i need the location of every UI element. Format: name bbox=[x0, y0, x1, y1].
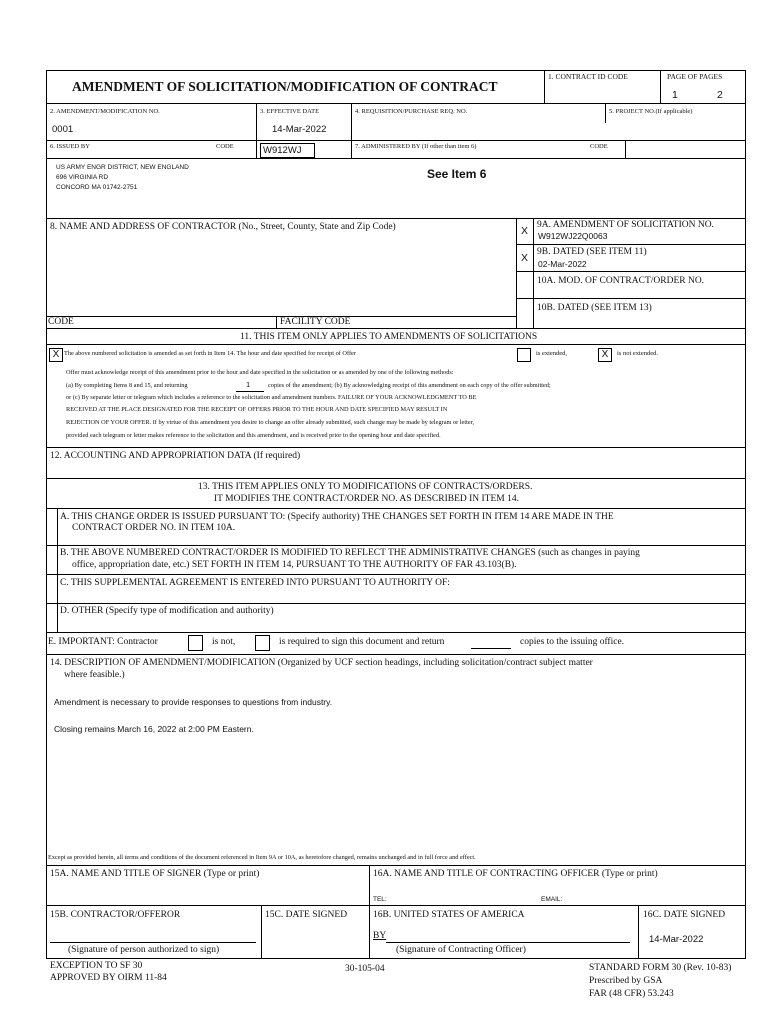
contractor-is-not-checkbox[interactable] bbox=[188, 635, 203, 651]
exception-note: EXCEPTION TO SF 30 bbox=[50, 961, 143, 971]
amendment-no-label: 2. AMENDMENT/MODIFICATION NO. bbox=[50, 108, 160, 115]
item-13-title-line1: 13. THIS ITEM APPLIES ONLY TO MODIFICATIONS OF CONTRACTS/ORDERS. bbox=[198, 482, 533, 492]
project-no-label: 5. PROJECT NO.(If applicable) bbox=[609, 108, 693, 115]
item-14-footer-note: Except as provided herein, all terms and conditions of the document referenced in Item 9A or 10A, as heretofore changed, remains unchanged and in full force and effect. bbox=[48, 854, 476, 861]
is-required-label: is required to sign this document and return bbox=[279, 637, 445, 647]
amended-text: The above numbered solicitation is amended as set forth in Item 14. The hour and date specified for receipt of Offer bbox=[64, 350, 356, 357]
item-13a-line1: A. THIS CHANGE ORDER IS ISSUED PURSUANT TO: (Specify authority) THE CHANGES SET FORTH IN ITEM 14 ARE MADE IN THE bbox=[60, 512, 614, 522]
officer-signature-line[interactable] bbox=[386, 942, 630, 943]
administered-by-label: 7. ADMINISTERED BY (If other than item 6) bbox=[355, 143, 477, 150]
item-14-label-line1: 14. DESCRIPTION OF AMENDMENT/MODIFICATION (Organized by UCF section headings, including solicitation/contract subject matter bbox=[50, 658, 593, 668]
copies-count[interactable]: 1 bbox=[246, 380, 251, 389]
item-10a-label: 10A. MOD. OF CONTRACT/ORDER NO. bbox=[537, 276, 705, 286]
item-16a-label: 16A. NAME AND TITLE OF CONTRACTING OFFICER (Type or print) bbox=[373, 869, 658, 879]
item-14-body-line1: Amendment is necessary to provide responses to questions from industry. bbox=[54, 697, 333, 707]
item-9b-label: 9B. DATED (SEE ITEM 11) bbox=[537, 247, 647, 257]
item-11-para-line: copies of the amendment; (b) By acknowledging receipt of this amendment on each copy of the offer submitted; bbox=[268, 382, 551, 389]
copies-text: copies to the issuing office. bbox=[520, 637, 625, 647]
item-13b-line1: B. THE ABOVE NUMBERED CONTRACT/ORDER IS MODIFIED TO REFLECT THE ADMINISTRATIVE CHANGES (such as changes in paying bbox=[60, 548, 640, 558]
item-14-label-line2: where feasible.) bbox=[64, 670, 125, 680]
extended-checkbox[interactable] bbox=[517, 348, 531, 362]
see-item-6: See Item 6 bbox=[427, 167, 487, 181]
important-label: E. IMPORTANT: Contractor bbox=[48, 637, 158, 647]
item-14-body-line2: Closing remains March 16, 2022 at 2:00 PM Eastern. bbox=[54, 724, 254, 734]
item-16b-label: 16B. UNITED STATES OF AMERICA bbox=[373, 910, 525, 920]
req-no-label: 4. REQUISITION/PURCHASE REQ. NO. bbox=[355, 108, 468, 115]
officer-signature-caption: (Signature of Contracting Officer) bbox=[396, 945, 526, 955]
item-9a-checkbox[interactable]: X bbox=[521, 225, 529, 237]
item-11-para-line: REJECTION OF YOUR OFFER. If by virtue of this amendment you desire to change an offer already submitted, such change may be made by telegram or letter, bbox=[66, 419, 475, 426]
item-10b-label: 10B. DATED (SEE ITEM 13) bbox=[537, 303, 652, 313]
contract-id-code-label: 1. CONTRACT ID CODE bbox=[548, 72, 628, 81]
item-15c-label: 15C. DATE SIGNED bbox=[265, 910, 348, 920]
item-9a-value[interactable]: W912WJ22Q0063 bbox=[538, 231, 608, 241]
item-9a-label: 9A. AMENDMENT OF SOLICITATION NO. bbox=[537, 220, 714, 230]
contractor-is-required-checkbox[interactable] bbox=[255, 635, 270, 651]
contractor-code-label: CODE bbox=[48, 317, 74, 327]
amendment-no-field[interactable]: 0001 bbox=[52, 124, 74, 135]
item-11-para-line: Offer must acknowledge receipt of this amendment prior to the hour and date specified in the solicitation or as amended by one of the following methods: bbox=[66, 369, 454, 376]
not-extended-checkbox[interactable]: X bbox=[598, 348, 612, 362]
form-number: 30-105-04 bbox=[345, 964, 385, 974]
item-11-para-line: RECEIVED AT THE PLACE DESIGNATED FOR THE RECEIPT OF OFFERS PRIOR TO THE HOUR AND DATE SPECIFIED MAY RESULT IN bbox=[66, 406, 448, 413]
item-13d-line: D. OTHER (Specify type of modification and authority) bbox=[60, 606, 274, 616]
facility-code-label: FACILITY CODE bbox=[280, 317, 351, 327]
prescribed-label: Prescribed by GSA bbox=[589, 976, 663, 986]
item-13a-line2: CONTRACT ORDER NO. IN ITEM 10A. bbox=[72, 523, 236, 533]
issuer-address bbox=[56, 163, 189, 193]
item-13b-line2: office, appropriation date, etc.) SET FORTH IN ITEM 14, PURSUANT TO THE AUTHORITY OF FAR 43.103(B). bbox=[72, 560, 517, 570]
item-15b-label: 15B. CONTRACTOR/OFFEROR bbox=[50, 910, 181, 920]
item-11-title: 11. THIS ITEM ONLY APPLIES TO AMENDMENTS OF SOLICITATIONS bbox=[240, 332, 538, 342]
is-extended-label: is extended, bbox=[536, 350, 568, 357]
by-label: BY bbox=[373, 931, 387, 941]
item-16c-value[interactable]: 14-Mar-2022 bbox=[649, 934, 704, 945]
item-12-label: 12. ACCOUNTING AND APPROPRIATION DATA (If required) bbox=[50, 451, 301, 461]
item-16c-label: 16C. DATE SIGNED bbox=[643, 910, 726, 920]
is-not-extended-label: is not extended. bbox=[617, 350, 658, 357]
item-11-para-line: provided each telegram or letter makes reference to the solicitation and this amendment, and is received prior to the opening hour and date specified. bbox=[66, 432, 441, 439]
effective-date-label: 3. EFFECTIVE DATE bbox=[260, 108, 320, 115]
issued-by-label: 6. ISSUED BY bbox=[50, 143, 90, 150]
contractor-signature-caption: (Signature of person authorized to sign) bbox=[68, 945, 220, 955]
contractor-name-address-label: 8. NAME AND ADDRESS OF CONTRACTOR (No., Street, County, State and Zip Code) bbox=[50, 222, 396, 232]
issuer-address-line: US ARMY ENGR DISTRICT, NEW ENGLAND bbox=[56, 164, 189, 171]
tel-label: TEL: bbox=[373, 896, 387, 903]
item-13c-line: C. THIS SUPPLEMENTAL AGREEMENT IS ENTERED INTO PURSUANT TO AUTHORITY OF: bbox=[60, 578, 450, 588]
item-9b-checkbox[interactable]: X bbox=[521, 252, 529, 264]
is-not-label: is not, bbox=[212, 637, 236, 647]
form-title: AMENDMENT OF SOLICITATION/MODIFICATION OF CONTRACT bbox=[72, 79, 498, 94]
item-11-para-line: or (c) By separate letter or telegram which includes a reference to the solicitation and amendment numbers. FAILURE OF YOUR ACKNOWLEDGMENT TO BE bbox=[66, 394, 477, 401]
item-9b-value[interactable]: 02-Mar-2022 bbox=[538, 259, 587, 269]
issuer-address-line: CONCORD MA 01742-2751 bbox=[56, 184, 138, 191]
amended-checkbox[interactable]: X bbox=[49, 348, 63, 362]
approved-note: APPROVED BY OIRM 11-84 bbox=[50, 973, 167, 983]
page-of-pages-label: PAGE OF PAGES bbox=[667, 72, 723, 81]
contractor-signature-line[interactable] bbox=[50, 942, 256, 943]
item-13-title-line2: IT MODIFIES THE CONTRACT/ORDER NO. AS DESCRIBED IN ITEM 14. bbox=[214, 494, 519, 504]
item-15a-label: 15A. NAME AND TITLE OF SIGNER (Type or print) bbox=[50, 869, 260, 879]
standard-form-label: STANDARD FORM 30 (Rev. 10-83) bbox=[589, 963, 732, 973]
admin-code-label: CODE bbox=[590, 143, 608, 150]
issued-code-field[interactable]: W912WJ bbox=[260, 143, 315, 158]
email-label: EMAIL: bbox=[541, 896, 563, 903]
item-11-para-line: (a) By completing Items 8 and 15, and returning bbox=[66, 382, 188, 389]
effective-date-field[interactable]: 14-Mar-2022 bbox=[272, 124, 327, 135]
far-label: FAR (48 CFR) 53.243 bbox=[589, 989, 674, 999]
issued-code-label: CODE bbox=[216, 143, 234, 150]
page-total: 2 bbox=[717, 89, 723, 101]
issuer-address-line: 696 VIRGINIA RD bbox=[56, 174, 109, 181]
page-current: 1 bbox=[672, 89, 678, 101]
copies-return-field[interactable] bbox=[471, 648, 511, 649]
